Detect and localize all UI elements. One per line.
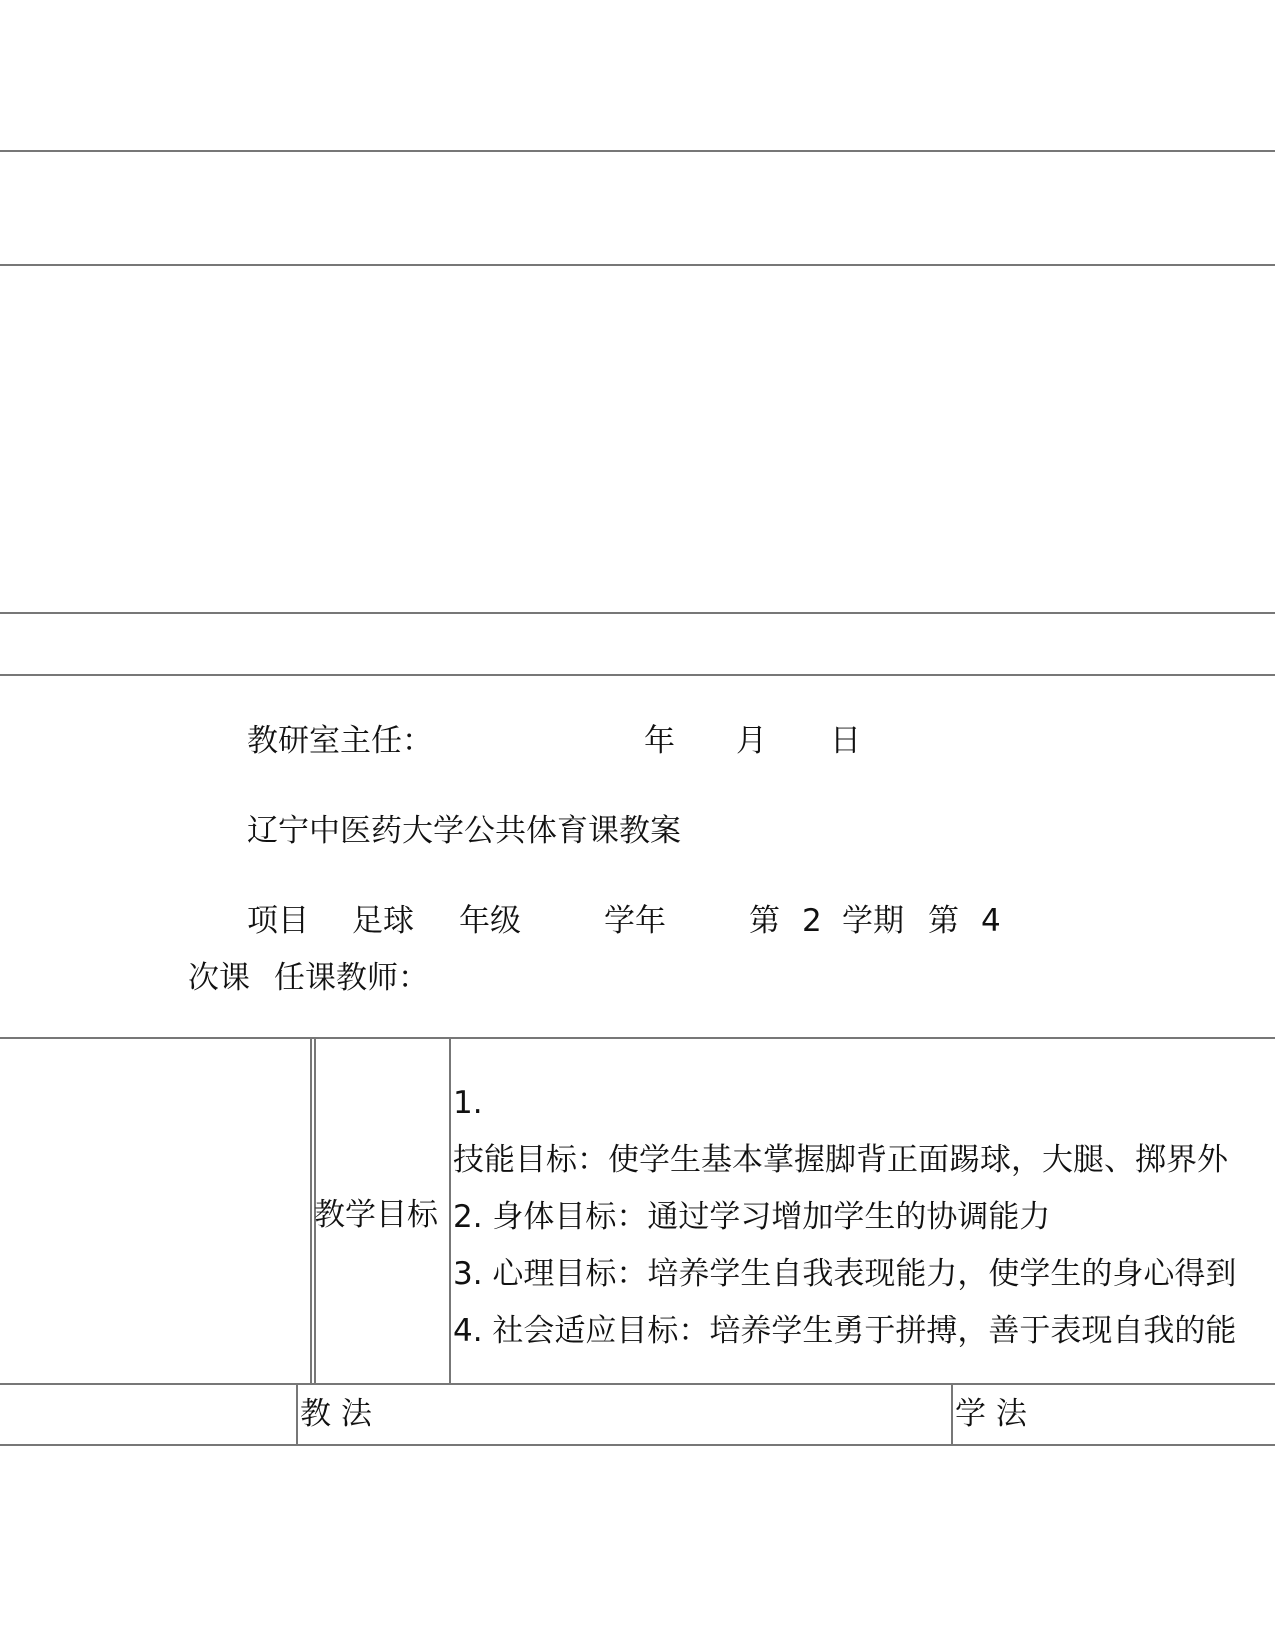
- teaching-method-label: 教 法: [300, 1396, 372, 1432]
- day-label: 日: [830, 723, 861, 759]
- lesson-prefix: 第: [928, 903, 959, 939]
- goal-item: 2. 身体目标：通过学习增加学生的协调能力: [453, 1199, 1051, 1235]
- methods-divider-1: [296, 1383, 298, 1445]
- semester-prefix: 第: [749, 903, 780, 939]
- semester-suffix: 学期: [842, 903, 904, 939]
- table-divider-2: [449, 1037, 451, 1383]
- month-label: 月: [736, 723, 767, 759]
- table-divider-1: [310, 1037, 312, 1383]
- methods-row-top-border: [0, 1383, 1275, 1385]
- lesson-suffix: 次课: [188, 960, 250, 996]
- document-title: 辽宁中医药大学公共体育课教案: [247, 813, 681, 849]
- objectives-list: [453, 1075, 1275, 1360]
- director-label: 教研室主任：: [247, 723, 433, 759]
- goal-item: 4. 社会适应目标：培养学生勇于拼搏，善于表现自我的能: [453, 1313, 1237, 1349]
- table-top-border: [0, 1037, 1275, 1039]
- objectives-label: 教学目标: [314, 1197, 438, 1233]
- project-value: 足球: [352, 903, 414, 939]
- methods-divider-2: [951, 1383, 953, 1445]
- learning-method-label: 学 法: [955, 1396, 1027, 1432]
- project-label: 项目: [247, 903, 309, 939]
- semester-number: 2: [802, 903, 822, 939]
- methods-row-bottom-border: [0, 1444, 1275, 1446]
- rule-1: [0, 150, 1275, 152]
- goal-item: 3. 心理目标：培养学生自我表现能力，使学生的身心得到: [453, 1256, 1237, 1292]
- rule-3: [0, 612, 1275, 614]
- grade-label: 年级: [459, 903, 521, 939]
- lesson-number: 4: [981, 903, 1001, 939]
- teacher-label: 任课教师：: [274, 960, 429, 996]
- goal-item: 技能目标：使学生基本掌握脚背正面踢球，大腿、掷界外: [453, 1142, 1228, 1178]
- year-label: 年: [644, 723, 675, 759]
- academic-year-label: 学年: [604, 903, 666, 939]
- rule-4: [0, 674, 1275, 676]
- rule-2: [0, 264, 1275, 266]
- goal-item: 1.: [453, 1085, 483, 1121]
